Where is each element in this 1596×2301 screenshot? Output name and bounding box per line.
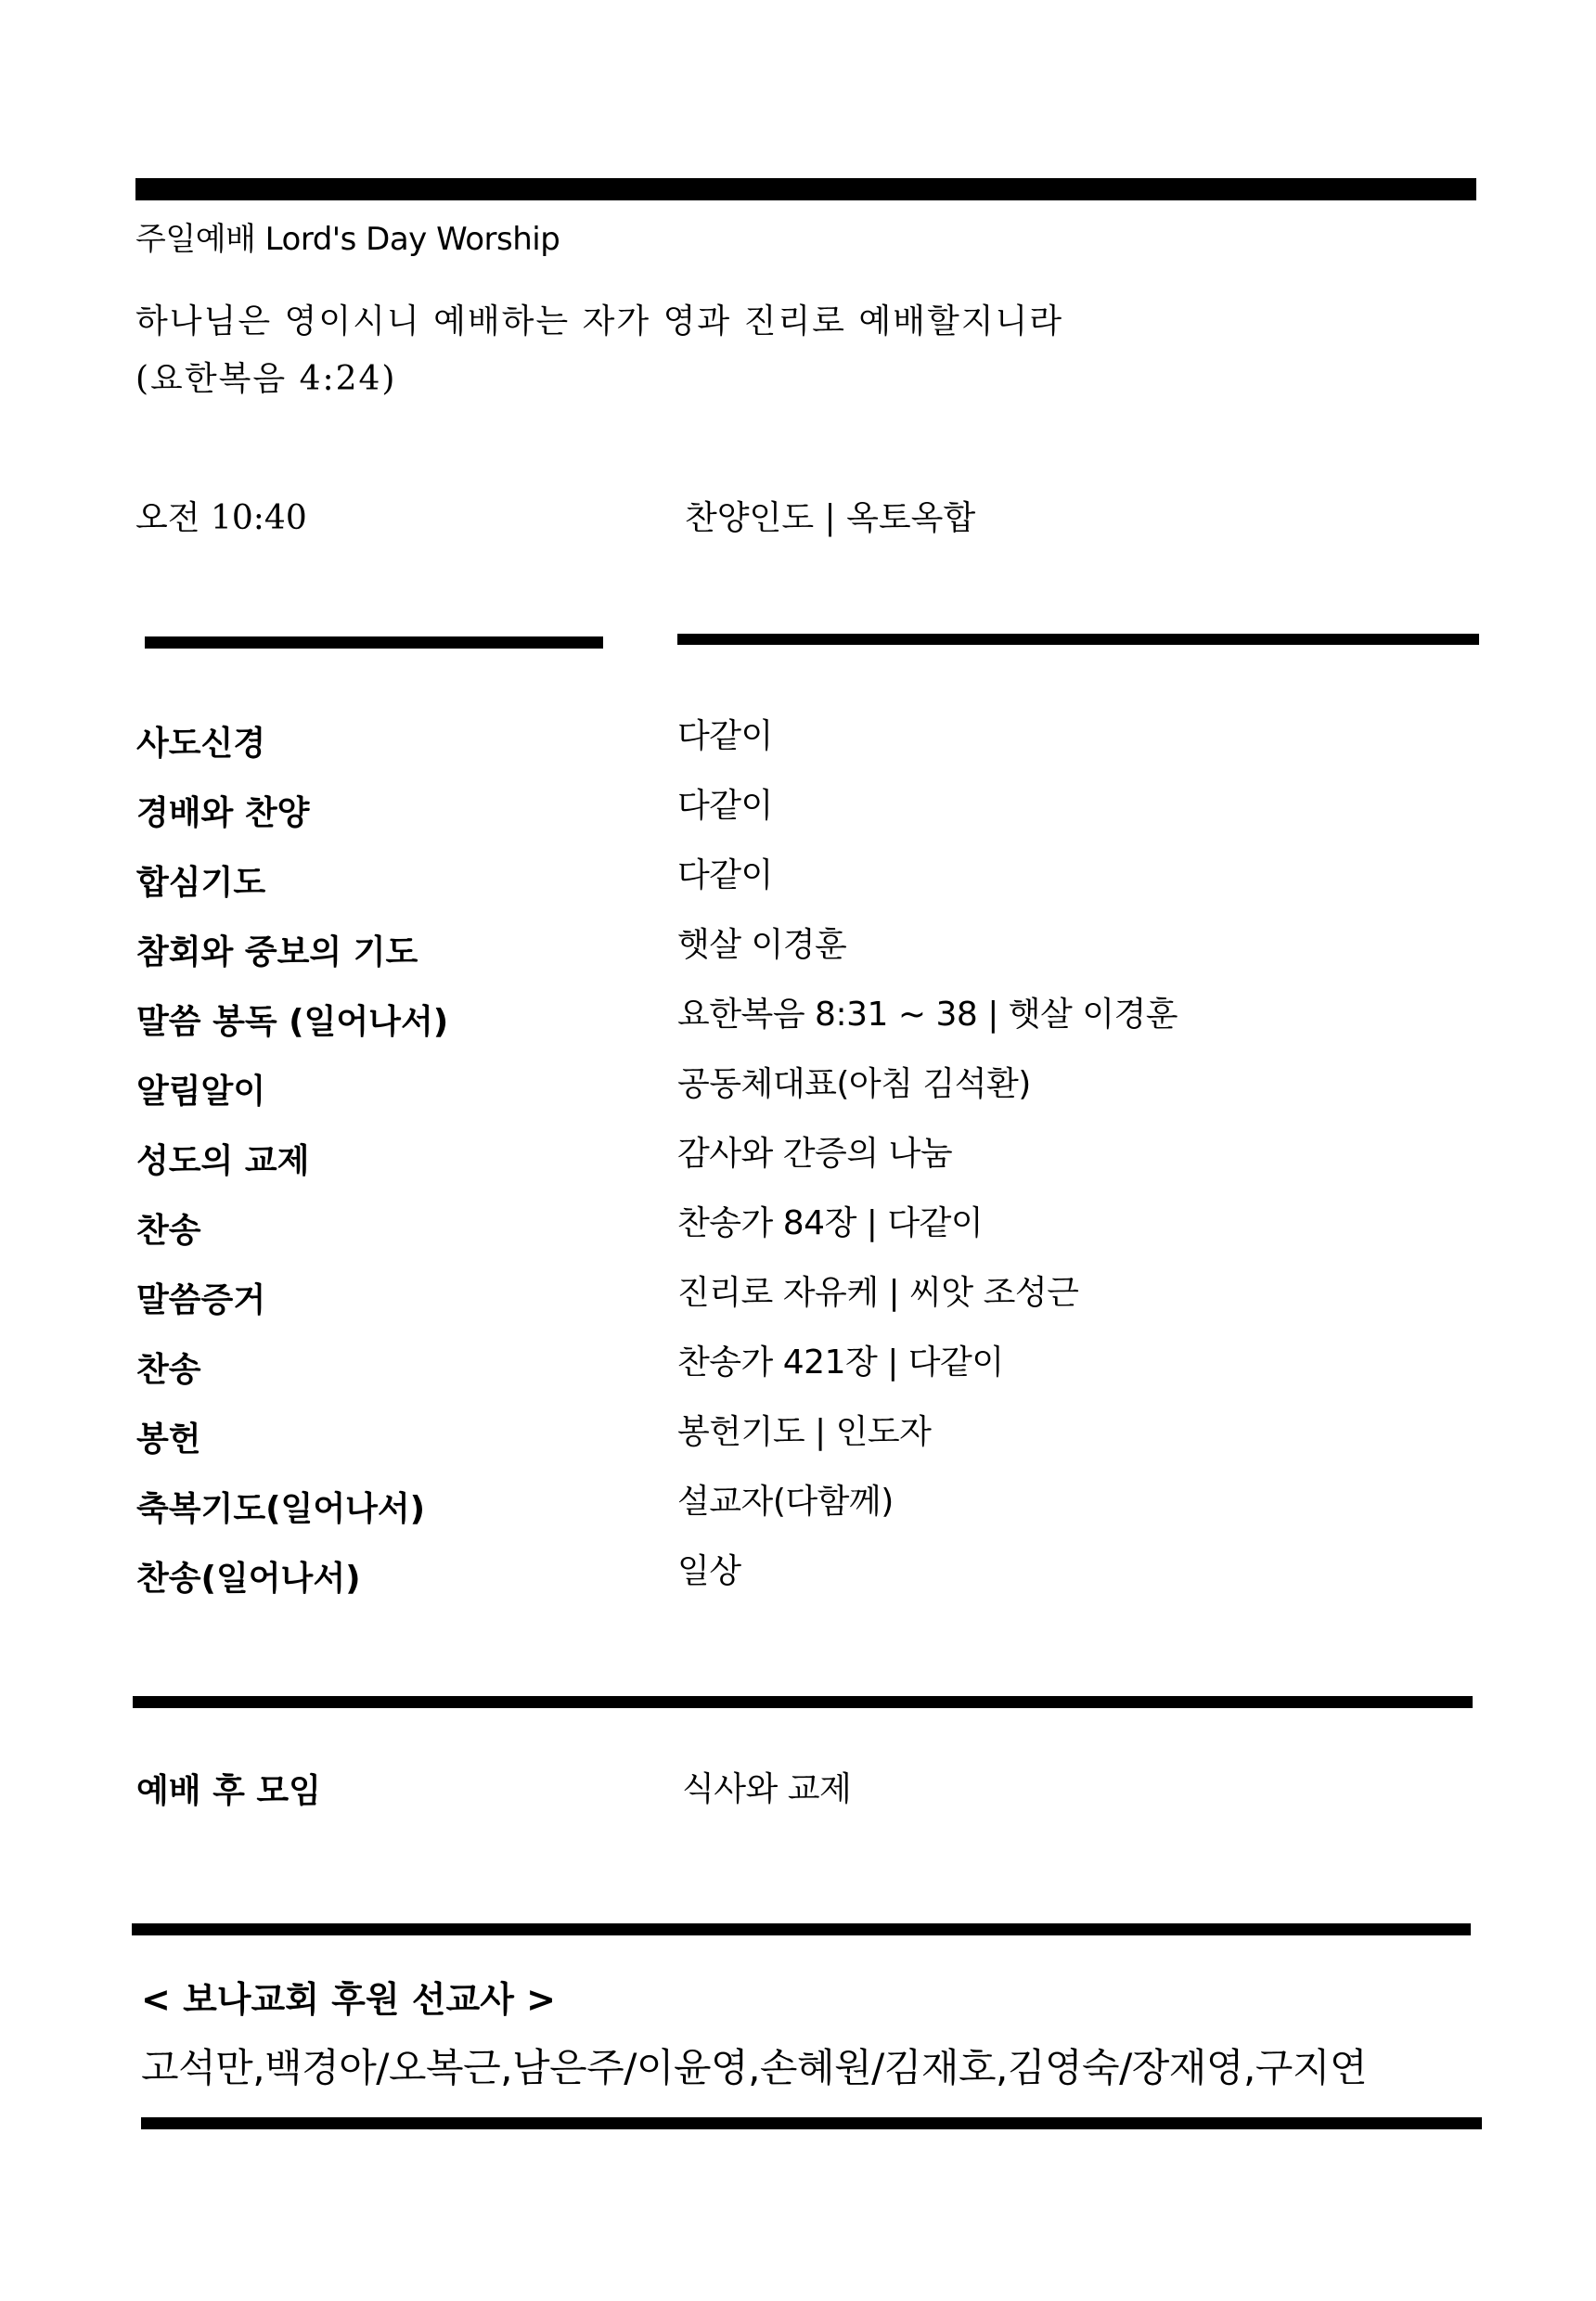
top-divider — [135, 178, 1476, 200]
order-item-label: 봉헌 — [136, 1420, 201, 1459]
order-item-label: 찬송(일어나서) — [136, 1560, 361, 1598]
order-item-label: 경배와 찬양 — [136, 794, 310, 832]
order-item — [0, 1266, 1596, 1322]
after-service-label: 예배 후 모임 — [136, 1772, 321, 1810]
order-item-label: 알림알이 — [136, 1073, 266, 1111]
missionaries-names: 고석만,백경아/오복근,남은주/이윤영,손혜원/김재호,김영숙/장재영,구지연 — [141, 2045, 1368, 2090]
service-title: 주일예배 Lord's Day Worship — [135, 221, 560, 258]
order-item-value: 찬송가 84장 | 다같이 — [677, 1204, 984, 1242]
order-item — [0, 849, 1596, 905]
order-item — [0, 919, 1596, 974]
bottom-divider — [141, 2117, 1482, 2129]
order-item-label: 사도신경 — [136, 725, 266, 763]
verse-text: 하나님은 영이시니 예배하는 자가 영과 진리로 예배할지니라 — [135, 302, 1064, 341]
order-item-value: 다같이 — [677, 856, 773, 894]
left-column-divider — [145, 636, 603, 649]
order-item — [0, 1545, 1596, 1600]
order-item-value: 일상 — [677, 1552, 741, 1590]
order-item — [0, 1336, 1596, 1392]
order-item — [0, 1475, 1596, 1531]
order-item — [0, 1197, 1596, 1253]
order-item-value: 다같이 — [677, 787, 773, 825]
order-item-value: 찬송가 421장 | 다같이 — [677, 1343, 1004, 1382]
order-item-label: 찬송 — [136, 1351, 201, 1389]
order-item-label: 성도의 교제 — [136, 1142, 310, 1180]
order-item-label: 합심기도 — [136, 864, 266, 902]
order-item-value: 설교자(다함께) — [677, 1483, 894, 1521]
after-service-top-divider — [133, 1696, 1473, 1708]
right-column-divider — [677, 634, 1479, 645]
order-item-label: 말씀증거 — [136, 1281, 266, 1319]
order-item-value: 햇살 이경훈 — [677, 926, 847, 964]
order-item — [0, 779, 1596, 835]
order-item-value: 공동체대표(아침 김석환) — [677, 1065, 1031, 1103]
order-item — [0, 1058, 1596, 1113]
order-item-label: 축복기도(일어나서) — [136, 1490, 426, 1528]
order-item-value: 다같이 — [677, 717, 773, 755]
worship-leader: 찬양인도 | 옥토옥합 — [685, 499, 976, 537]
order-item — [0, 988, 1596, 1044]
order-item-label: 말씀 봉독 (일어나서) — [136, 1003, 449, 1041]
service-time: 오전 10:40 — [135, 499, 307, 537]
after-service-bottom-divider — [132, 1923, 1471, 1935]
order-item-label: 참회와 중보의 기도 — [136, 933, 418, 971]
order-item-value: 감사와 간증의 나눔 — [677, 1135, 953, 1173]
order-item-value: 진리로 자유케 | 씨앗 조성근 — [677, 1274, 1079, 1312]
after-service-value: 식사와 교제 — [682, 1770, 852, 1808]
verse-reference: (요한복음 4:24) — [135, 360, 397, 398]
order-item-value: 봉헌기도 | 인도자 — [677, 1413, 932, 1451]
order-item — [0, 710, 1596, 765]
missionaries-heading: < 보나교회 후원 선교사 > — [141, 1979, 556, 2020]
order-item — [0, 1406, 1596, 1461]
order-item-label: 찬송 — [136, 1212, 201, 1250]
order-item-value: 요한복음 8:31 ~ 38 | 햇살 이경훈 — [677, 996, 1178, 1034]
order-item — [0, 1127, 1596, 1183]
